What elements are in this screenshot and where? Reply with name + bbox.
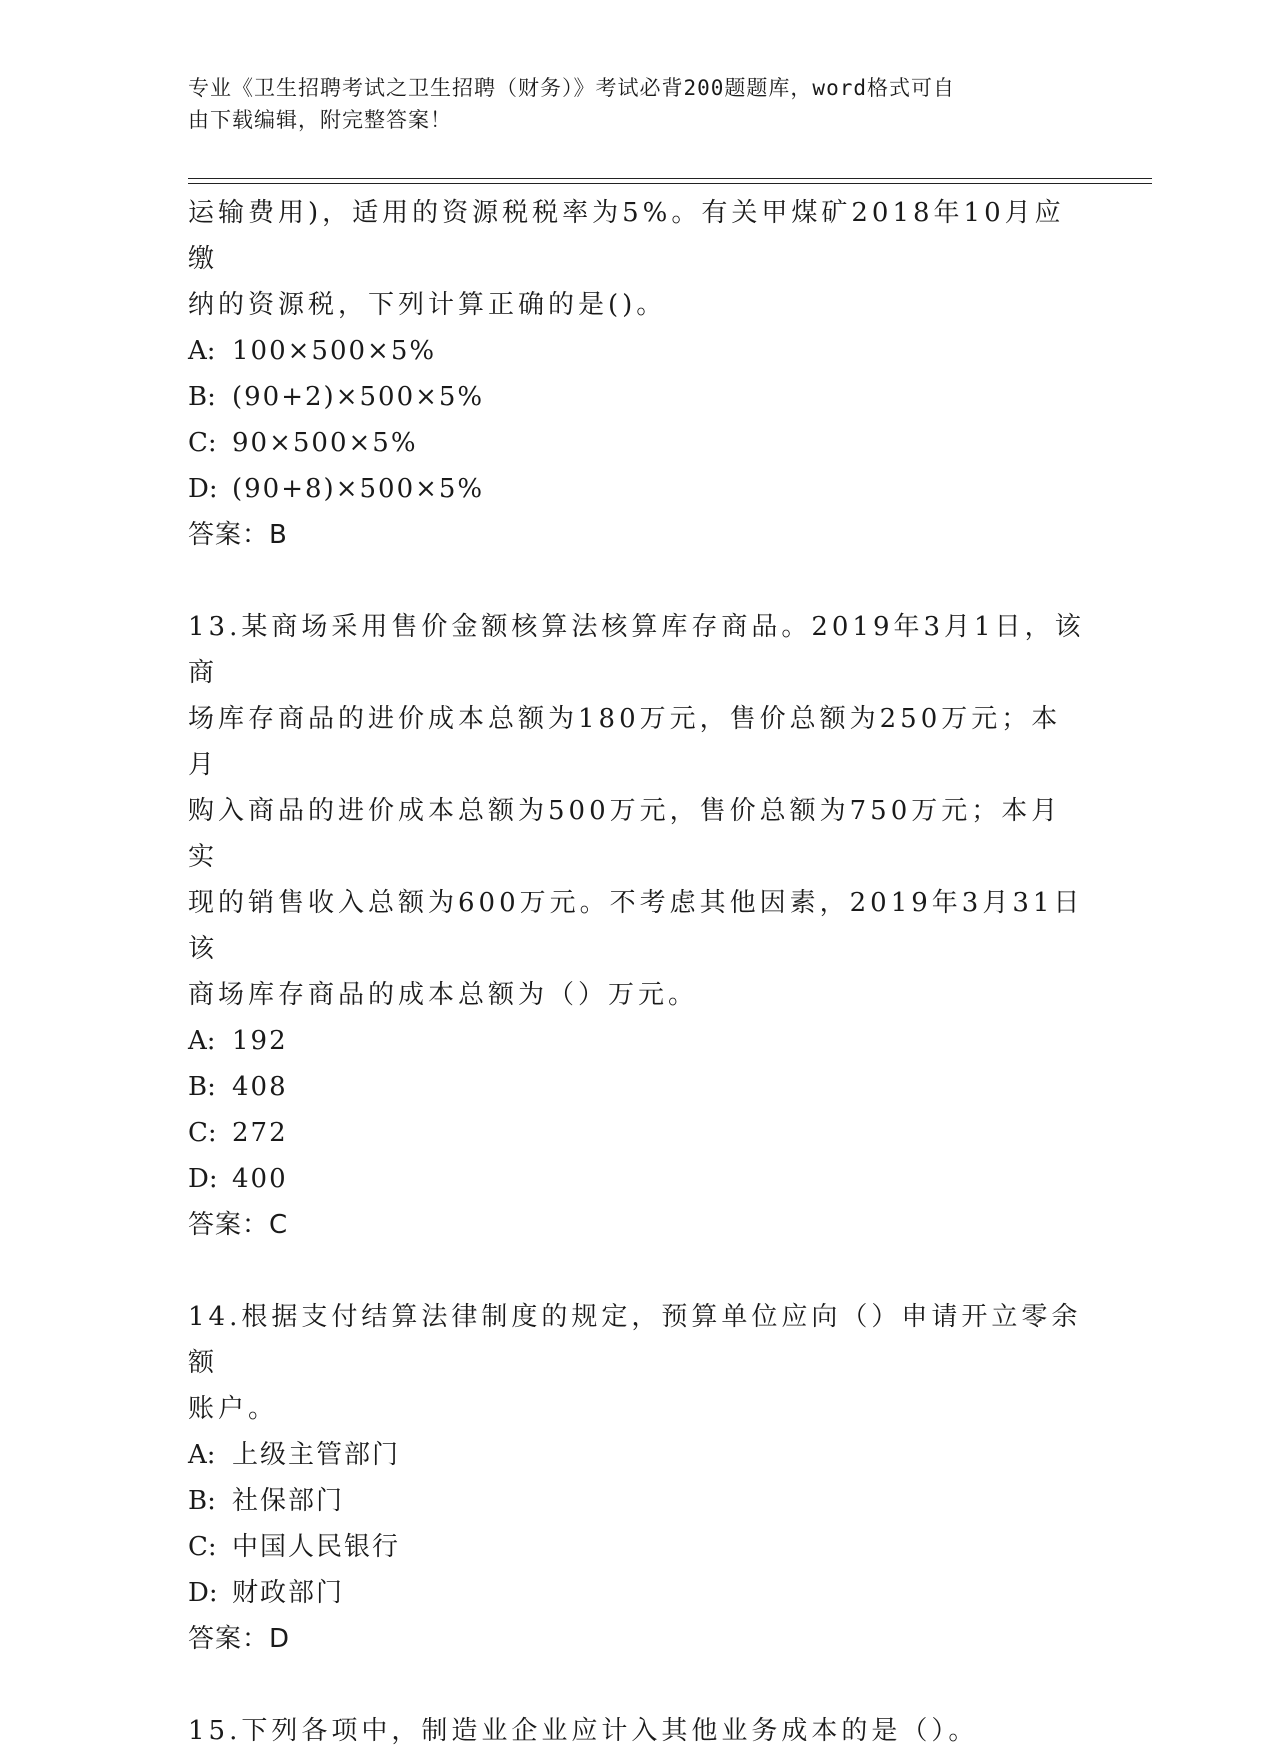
question-text-line: 商场库存商品的成本总额为（）万元。: [188, 980, 699, 1010]
question-text-line: 15.下列各项中，制造业企业应计入其他业务成本的是（）。: [188, 1716, 979, 1746]
option-b: [188, 1478, 1088, 1524]
option-c: [188, 1110, 1088, 1156]
question-text-line: 购入商品的进价成本总额为500万元，售价总额为750万元；本月实: [188, 796, 1062, 872]
header-divider-bottom: [188, 183, 1152, 184]
spacer: [188, 1662, 1088, 1708]
option-a: [188, 1432, 1088, 1478]
option-c: [188, 1524, 1088, 1570]
question-15: [188, 1708, 1088, 1754]
option-key: D:: [188, 1164, 218, 1194]
option-text: 90×500×5%: [232, 428, 418, 458]
question-text-line: 14.根据支付结算法律制度的规定，预算单位应向（）申请开立零余额: [188, 1302, 1082, 1378]
option-key: B:: [188, 382, 216, 412]
option-text: 400: [232, 1164, 288, 1194]
option-d: [188, 466, 1088, 512]
option-text: (90+8)×500×5%: [232, 474, 485, 504]
option-b: [188, 1064, 1088, 1110]
option-key: D:: [188, 1578, 218, 1608]
option-d: [188, 1156, 1088, 1202]
option-key: A:: [188, 336, 216, 366]
question-text-line: 运输费用)，适用的资源税税率为5%。有关甲煤矿2018年10月应缴: [188, 198, 1065, 274]
answer-line: 答案：C: [188, 1210, 289, 1240]
option-b: [188, 374, 1088, 420]
option-text: 上级主管部门: [232, 1440, 401, 1470]
option-text: 社保部门: [232, 1486, 345, 1516]
spacer: [188, 1248, 1088, 1294]
option-text: 192: [232, 1026, 288, 1056]
option-key: C:: [188, 428, 217, 458]
question-text-line: 纳的资源税，下列计算正确的是()。: [188, 290, 667, 320]
option-key: C:: [188, 1118, 217, 1148]
option-d: [188, 1570, 1088, 1616]
document-body: [188, 190, 1088, 1754]
header-line-2: 由下载编辑，附完整答案！: [188, 108, 452, 132]
question-text-line: 现的销售收入总额为600万元。不考虑其他因素，2019年3月31日该: [188, 888, 1084, 964]
option-text: 408: [232, 1072, 288, 1102]
option-key: C:: [188, 1532, 217, 1562]
header-divider-top: [188, 178, 1152, 179]
option-key: D:: [188, 474, 218, 504]
option-text: 100×500×5%: [232, 336, 437, 366]
question-text-line: 账户。: [188, 1394, 279, 1424]
option-c: [188, 420, 1088, 466]
option-key: B:: [188, 1072, 216, 1102]
question-13: [188, 604, 1088, 1248]
option-key: B:: [188, 1486, 216, 1516]
option-text: 中国人民银行: [232, 1532, 401, 1562]
option-text: (90+2)×500×5%: [232, 382, 485, 412]
header-line-1: 专业《卫生招聘考试之卫生招聘（财务）》考试必背200题题库，word格式可自: [188, 76, 955, 100]
question-text-line: 场库存商品的进价成本总额为180万元，售价总额为250万元；本月: [188, 704, 1062, 780]
answer-line: 答案：D: [188, 1624, 291, 1654]
option-a: [188, 1018, 1088, 1064]
question-14: [188, 1294, 1088, 1662]
option-key: A:: [188, 1026, 216, 1056]
option-a: [188, 328, 1088, 374]
spacer: [188, 558, 1088, 604]
option-key: A:: [188, 1440, 216, 1470]
question-text-line: 13.某商场采用售价金额核算法核算库存商品。2019年3月1日，该商: [188, 612, 1085, 688]
option-text: 财政部门: [232, 1578, 345, 1608]
option-text: 272: [232, 1118, 288, 1148]
answer-line: 答案：B: [188, 520, 288, 550]
question-12: [188, 190, 1088, 558]
document-header: [188, 72, 1068, 136]
